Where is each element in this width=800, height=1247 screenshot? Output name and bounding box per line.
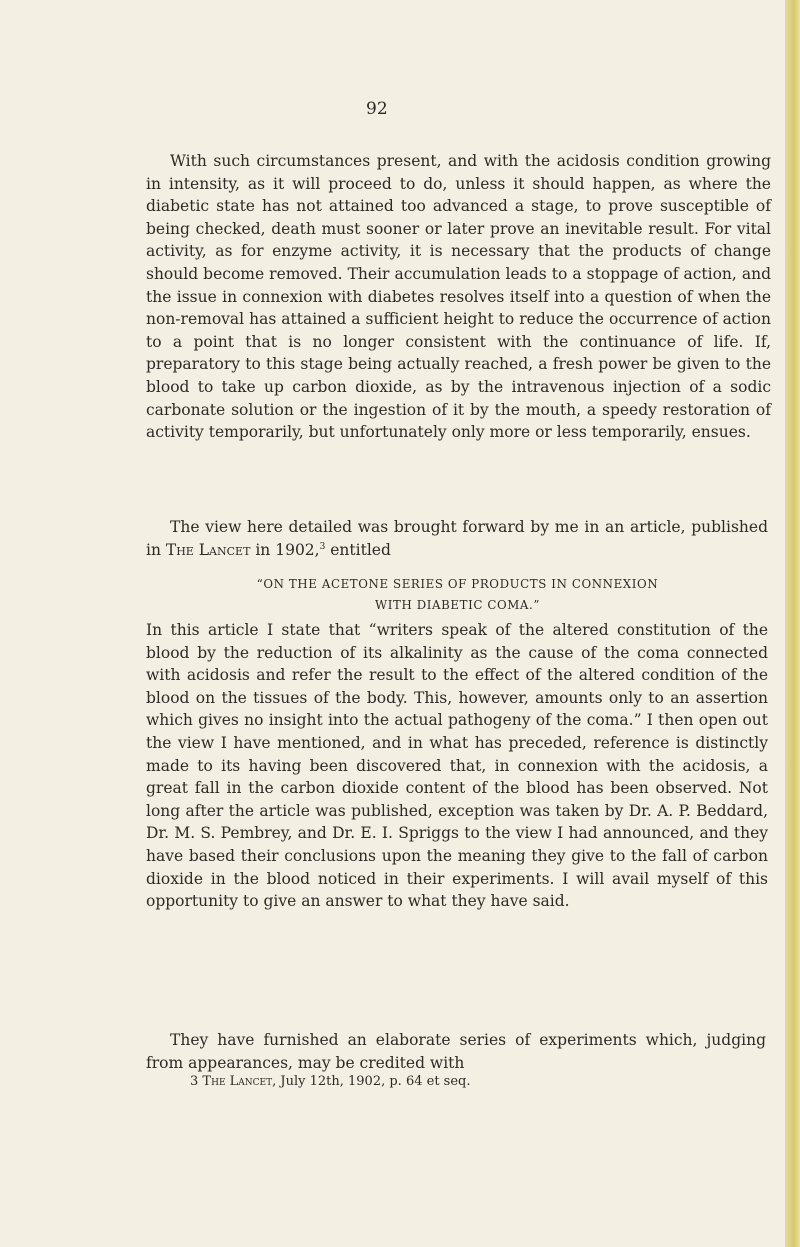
page-edge: [785, 0, 800, 1247]
paragraph-lancet-year: in 1902,: [250, 540, 320, 559]
footnote: [190, 1074, 471, 1090]
article-title-line-1: “ON THE ACETONE SERIES OF PRODUCTS IN CONNEXION: [256, 577, 659, 591]
article-title-line-2: WITH DIABETIC COMA.”: [375, 597, 540, 612]
footnote-marker: 3: [190, 1074, 199, 1089]
footnote-journal: The Lancet: [202, 1074, 273, 1089]
footnote-reference: 3: [319, 541, 326, 552]
paragraph-experiments: They have furnished an elaborate series of experiments which, judging from appearances, may be credited with: [146, 1031, 766, 1072]
footnote-citation: , July 12th, 1902, p. 64 et seq.: [272, 1074, 471, 1089]
paragraph-acidosis: With such circumstances present, and with the acidosis condition growing in intensity, as it will proceed to do, unless it should happen, as where the diabetic state has not attained too advanced a stage, to prove susceptible of being checked, death must sooner or later prove an inevitable result. For vital activity, as for enzyme activity, it is necessary that the products of change should become removed. Their accumulation leads to a stoppage of action, and the issue in connexion with diabetes resolves itself into a question of when the non-removal has attained a sufficient height to reduce the occurrence of action to a point that is no longer consistent with the continuance of life. If, preparatory to this stage being actually reached, a fresh power be given to the blood to take up carbon dioxide, as by the intravenous injection of a sodic carbonate solution or the ingestion of it by the mouth, a speedy restoration of activity temporarily, but unfortunately only more or less temporarily, ensues.: [146, 152, 771, 442]
paragraph-lancet-text-after: entitled: [325, 540, 391, 559]
paragraph-lancet-text-before: The view here detailed was brought forward by me in an article, published in: [146, 518, 768, 559]
paragraph-article-quote: In this article I state that “writers speak of the altered constitution of the blood by the reduction of its alkalinity as the cause of the coma connected with acidosis and refer the result to the effect of the altered condition of the blood on the tissues of the body. This, however, amounts only to an assertion which gives no insight into the actual pathogeny of the coma.” I then open out the view I have mentioned, and in what has preceded, reference is distinctly made to its having been discovered that, in connexion with the acidosis, a great fall in the carbon dioxide content of the blood has been observed. Not long after the article was published, exception was taken by Dr. A. P. Beddard, Dr. M. S. Pembrey, and Dr. E. I. Spriggs to the view I had announced, and they have based their conclusions upon the meaning they give to the fall of carbon dioxide in the blood noticed in their experiments. I will avail myself of this opportunity to give an answer to what they have said.: [146, 621, 768, 911]
journal-name-lancet: The Lancet: [165, 540, 251, 559]
paragraph-lancet-article: [146, 516, 768, 561]
page-number: 92: [366, 99, 388, 119]
article-title: [155, 574, 760, 615]
